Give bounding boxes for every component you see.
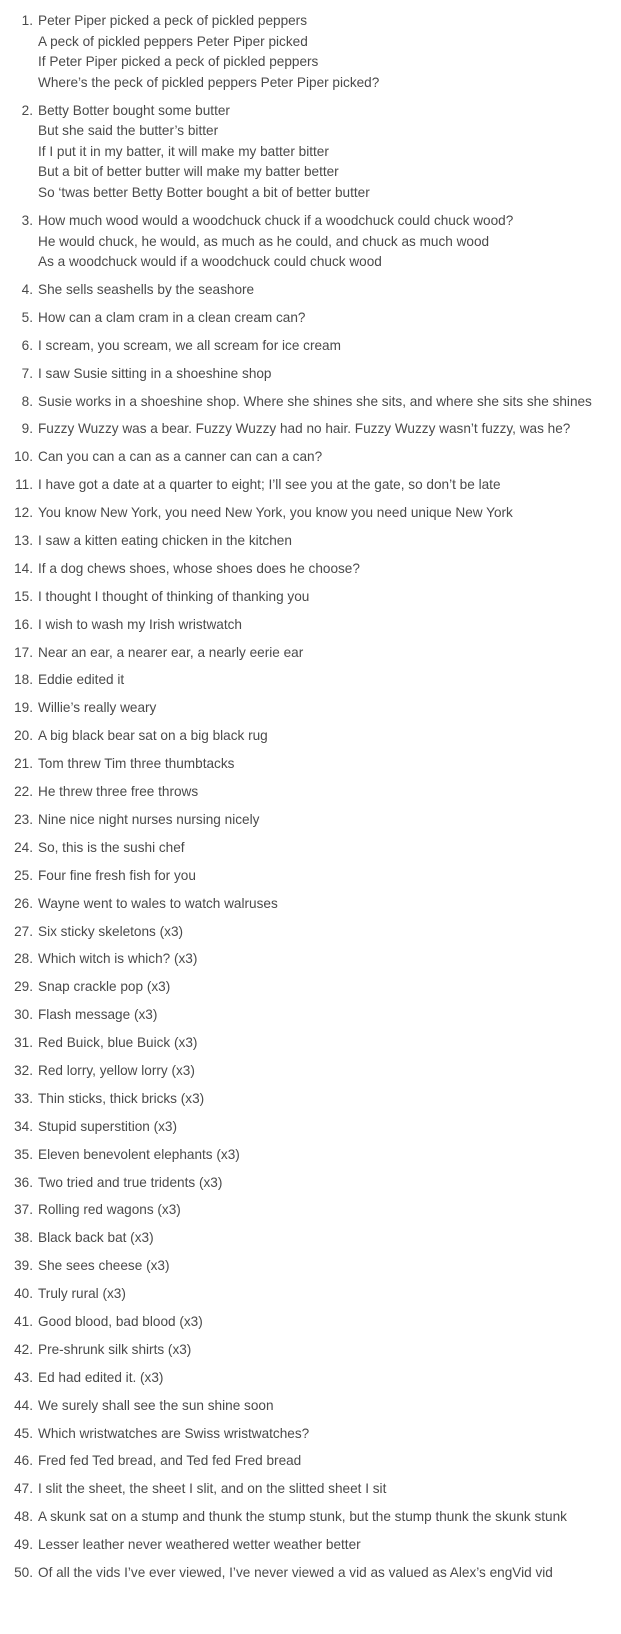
list-item <box>0 392 621 413</box>
list-item-number: 28. <box>14 951 33 967</box>
list-item <box>0 615 621 636</box>
list-item-text: How much wood would a woodchuck chuck if a woodchuck could chuck wood? He would chuck, he would, as much as he could, and chuck as much wood As a woodchuck would if a woodchuck could chuck wood <box>38 212 514 270</box>
list-item-number: 50. <box>14 1564 33 1580</box>
list-item-text: Six sticky skeletons (x3) <box>38 923 184 939</box>
list-item-text: Red Buick, blue Buick (x3) <box>38 1035 198 1051</box>
list-item-text: He threw three free throws <box>38 784 199 800</box>
list-item-number: 33. <box>14 1090 33 1106</box>
list-item-number: 21. <box>14 756 33 772</box>
list-item <box>0 364 621 385</box>
list-item-text: Black back bat (x3) <box>38 1230 154 1246</box>
list-item-text: Eddie edited it <box>38 672 125 688</box>
list-item-text: Fred fed Ted bread, and Ted fed Fred bread <box>38 1453 302 1469</box>
list-item-number: 40. <box>14 1286 33 1302</box>
list-item <box>0 949 621 970</box>
list-item-number: 18. <box>14 672 33 688</box>
list-item <box>0 503 621 524</box>
list-item-text: Flash message (x3) <box>38 1007 158 1023</box>
list-item-text: You know New York, you need New York, you know you need unique New York <box>38 505 513 521</box>
list-item-text: Thin sticks, thick bricks (x3) <box>38 1090 205 1106</box>
list-item-number: 1. <box>21 13 33 28</box>
list-item-number: 39. <box>14 1258 33 1274</box>
list-item-text: Tom threw Tim three thumbtacks <box>38 756 235 772</box>
list-item-text: Stupid superstition (x3) <box>38 1118 178 1134</box>
list-item-number: 38. <box>14 1230 33 1246</box>
list-item-text: Eleven benevolent elephants (x3) <box>38 1146 240 1162</box>
list-item-number: 34. <box>14 1118 33 1134</box>
list-item-number: 9. <box>21 421 33 437</box>
list-item-text: A skunk sat on a stump and thunk the stump stunk, but the stump thunk the skunk stunk <box>38 1509 567 1525</box>
list-item <box>0 1173 621 1194</box>
list-item-text: Lesser leather never weathered wetter weather better <box>38 1537 361 1553</box>
list-item-number: 46. <box>14 1453 33 1469</box>
list-item-number: 49. <box>14 1537 33 1553</box>
list-item <box>0 1089 621 1110</box>
list-item <box>0 1451 621 1472</box>
list-item-number: 19. <box>14 700 33 716</box>
list-item-number: 3. <box>21 212 33 228</box>
list-item-text: Near an ear, a nearer ear, a nearly eerie ear <box>38 644 304 660</box>
list-item-text: Which wristwatches are Swiss wristwatches? <box>38 1425 310 1441</box>
list-item-number: 24. <box>14 839 33 855</box>
list-item-text: Wayne went to wales to watch walruses <box>38 895 278 911</box>
list-item-number: 30. <box>14 1007 33 1023</box>
list-item-number: 42. <box>14 1341 33 1357</box>
list-item-number: 43. <box>14 1369 33 1385</box>
list-item-number: 6. <box>21 337 33 353</box>
list-item <box>0 866 621 887</box>
list-item <box>0 211 621 273</box>
list-item-text: She sees cheese (x3) <box>38 1258 170 1274</box>
list-item <box>0 1479 621 1500</box>
list-item <box>0 587 621 608</box>
list-item <box>0 1005 621 1026</box>
list-item <box>0 1145 621 1166</box>
list-item-text: So, this is the sushi chef <box>38 839 185 855</box>
list-item <box>0 782 621 803</box>
list-item-number: 12. <box>14 505 33 521</box>
list-item-text: I slit the sheet, the sheet I slit, and on the slitted sheet I sit <box>38 1481 387 1497</box>
list-item <box>0 1424 621 1445</box>
list-item <box>0 1535 621 1556</box>
list-item <box>0 11 621 93</box>
list-item <box>0 894 621 915</box>
list-item <box>0 643 621 664</box>
list-item-text: Fuzzy Wuzzy was a bear. Fuzzy Wuzzy had no hair. Fuzzy Wuzzy wasn’t fuzzy, was he? <box>38 421 571 437</box>
list-item-text: Which witch is which? (x3) <box>38 951 198 967</box>
list-item-number: 17. <box>14 644 33 660</box>
list-item-number: 13. <box>14 533 33 549</box>
list-item-text: If a dog chews shoes, whose shoes does he choose? <box>38 560 360 576</box>
list-item <box>0 1284 621 1305</box>
list-item-number: 14. <box>14 560 33 576</box>
list-item-number: 16. <box>14 616 33 632</box>
list-item <box>0 754 621 775</box>
list-item-text: Ed had edited it. (x3) <box>38 1369 164 1385</box>
list-item-number: 45. <box>14 1425 33 1441</box>
list-item <box>0 1033 621 1054</box>
list-item-text: I scream, you scream, we all scream for ice cream <box>38 337 341 353</box>
list-item-number: 5. <box>21 309 33 325</box>
list-item-number: 32. <box>14 1062 33 1078</box>
list-item-text: Nine nice night nurses nursing nicely <box>38 811 260 827</box>
list-item-text: She sells seashells by the seashore <box>38 282 255 298</box>
list-item-text: I saw Susie sitting in a shoeshine shop <box>38 365 272 381</box>
list-item <box>0 475 621 496</box>
list-item-number: 7. <box>21 365 33 381</box>
list-item-text: Of all the vids I’ve ever viewed, I’ve never viewed a vid as valued as Alex’s engVid vid <box>38 1564 553 1580</box>
list-item <box>0 101 621 204</box>
list-item <box>0 1368 621 1389</box>
list-item-text: Snap crackle pop (x3) <box>38 979 171 995</box>
list-item-text: Peter Piper picked a peck of pickled peppers A peck of pickled peppers Peter Piper picked If Peter Piper picked a peck of pickled peppers Where’s the peck of pickled peppers Peter Piper picked? <box>38 13 380 90</box>
list-item-text: Red lorry, yellow lorry (x3) <box>38 1062 195 1078</box>
list-item-number: 10. <box>14 449 33 465</box>
list-item <box>0 447 621 468</box>
list-item <box>0 1563 621 1584</box>
list-item <box>0 1396 621 1417</box>
list-item-number: 44. <box>14 1397 33 1413</box>
list-item-number: 23. <box>14 811 33 827</box>
list-item-text: We surely shall see the sun shine soon <box>38 1397 274 1413</box>
list-item <box>0 670 621 691</box>
list-item-number: 35. <box>14 1146 33 1162</box>
list-item-text: Truly rural (x3) <box>38 1286 126 1302</box>
list-item-text: Susie works in a shoeshine shop. Where she shines she sits, and where she sits she shines <box>38 393 592 409</box>
list-item <box>0 1200 621 1221</box>
list-item-number: 11. <box>15 477 33 493</box>
list-item-number: 26. <box>14 895 33 911</box>
list-item-text: Willie’s really weary <box>38 700 157 716</box>
list-item-number: 25. <box>14 867 33 883</box>
list-item-text: Rolling red wagons (x3) <box>38 1202 181 1218</box>
list-item <box>0 1117 621 1138</box>
list-item <box>0 280 621 301</box>
list-item-number: 36. <box>14 1174 33 1190</box>
list-item <box>0 1507 621 1528</box>
list-item <box>0 308 621 329</box>
list-item-text: Betty Botter bought some butter But she said the butter’s bitter If I put it in my batter, it will make my batter bitter But a bit of better butter will make my batter better So ‘twas better Betty Botter bought a bit of better butter <box>38 102 370 201</box>
list-item-number: 2. <box>21 102 33 118</box>
list-item-number: 20. <box>14 728 33 744</box>
list-item <box>0 698 621 719</box>
list-item-number: 22. <box>14 784 33 800</box>
list-item-number: 41. <box>14 1313 33 1329</box>
list-item-number: 15. <box>14 588 33 604</box>
list-item-number: 8. <box>21 393 33 409</box>
list-item <box>0 1340 621 1361</box>
list-item <box>0 336 621 357</box>
list-item-text: Two tried and true tridents (x3) <box>38 1174 223 1190</box>
list-item-text: A big black bear sat on a big black rug <box>38 728 268 744</box>
list-item <box>0 1256 621 1277</box>
list-item-number: 47. <box>14 1481 33 1497</box>
list-item <box>0 810 621 831</box>
list-item <box>0 1312 621 1333</box>
list-item-text: I wish to wash my Irish wristwatch <box>38 616 242 632</box>
list-item <box>0 726 621 747</box>
list-item <box>0 1061 621 1082</box>
list-item <box>0 977 621 998</box>
list-item-number: 27. <box>14 923 33 939</box>
list-item-text: I saw a kitten eating chicken in the kitchen <box>38 533 292 549</box>
list-item <box>0 838 621 859</box>
list-item <box>0 531 621 552</box>
list-item-text: How can a clam cram in a clean cream can? <box>38 309 306 325</box>
list-item-number: 4. <box>21 282 33 298</box>
list-item <box>0 559 621 580</box>
list-item-text: I thought I thought of thinking of thanking you <box>38 588 310 604</box>
list-item-text: I have got a date at a quarter to eight; I’ll see you at the gate, so don’t be late <box>38 477 501 493</box>
list-item-text: Good blood, bad blood (x3) <box>38 1313 203 1329</box>
list-item-text: Can you can a can as a canner can can a can? <box>38 449 323 465</box>
list-item <box>0 922 621 943</box>
list-item-number: 48. <box>14 1509 33 1525</box>
list-item <box>0 1228 621 1249</box>
list-item <box>0 419 621 440</box>
list-item-number: 29. <box>14 979 33 995</box>
list-item-text: Pre-shrunk silk shirts (x3) <box>38 1341 192 1357</box>
list-item-text: Four fine fresh fish for you <box>38 867 196 883</box>
tongue-twister-list <box>0 11 621 1584</box>
list-item-number: 37. <box>14 1202 33 1218</box>
list-item-number: 31. <box>14 1035 33 1051</box>
